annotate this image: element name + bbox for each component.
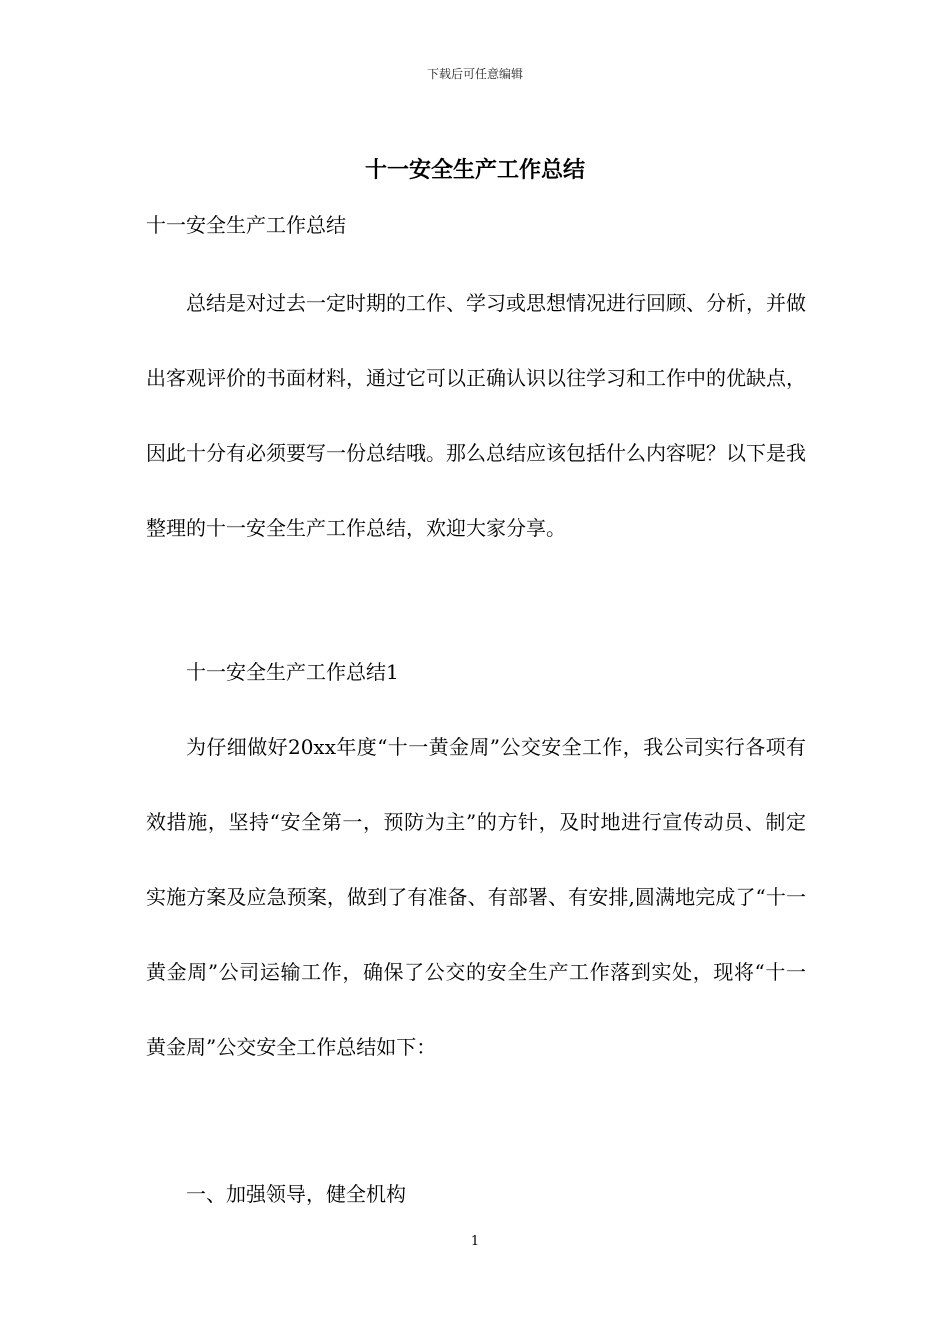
section-heading: 十一安全生产工作总结1 [186, 660, 399, 684]
body-paragraph: 为仔细做好20xx年度“十一黄金周”公交安全工作，我公司实行各项有效措施，坚持“安全第一，预防为主”的方针，及时地进行宣传动员、制定实施方案及应急预案，做到了有准备、有部署、有安排,圆满地完成了“十一黄金周”公司运输工作，确保了公交的安全生产工作落到实处，现将“十一黄金周”公交安全工作总结如下： [146, 735, 806, 1059]
header-note: 下载后可任意编辑 [426, 67, 523, 81]
subsection-heading: 一、加强领导，健全机构 [186, 1182, 406, 1206]
intro-paragraph: 总结是对过去一定时期的工作、学习或思想情况进行回顾、分析，并做出客观评价的书面材料，通过它可以正确认识以往学习和工作中的优缺点，因此十分有必须要写一份总结哦。那么总结应该包括什么内容呢？以下是我整理的十一安全生产工作总结，欢迎大家分享。 [146, 291, 806, 540]
page-number: 1 [470, 1234, 480, 1249]
document-subtitle: 十一安全生产工作总结 [146, 213, 346, 237]
document-title: 十一安全生产工作总结 [364, 157, 585, 183]
